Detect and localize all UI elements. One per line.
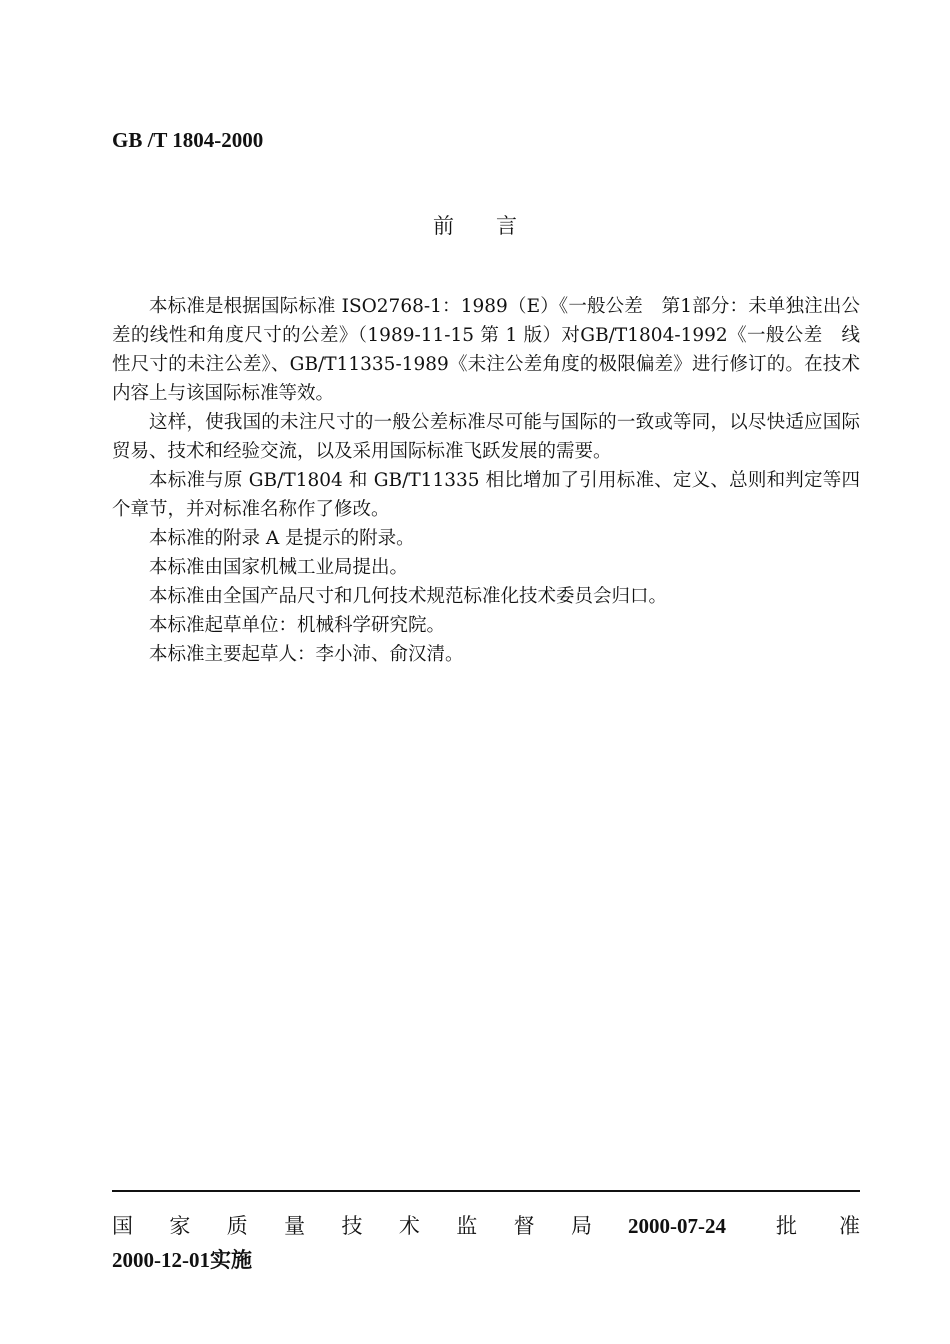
issuer-char: 局 bbox=[571, 1214, 592, 1238]
paragraph: 本标准是根据国际标准 ISO2768-1：1989（E）《一般公差 第1部分：未单独注出公差的线性和角度尺寸的公差》（1989-11-15 第 1 版）对GB/T1804-1992《一般公差 线性尺寸的未注公差》、GB/T11335-1989《未注公差角度的极限偏差》进行修订的。在技术内容上与该国际标准等效。 bbox=[112, 296, 860, 404]
issuer-char: 术 bbox=[398, 1214, 420, 1238]
standard-number: GB /T 1804-2000 bbox=[112, 128, 264, 152]
implementation-label: 实施 bbox=[210, 1248, 252, 1272]
paragraph: 本标准与原 GB/T1804 和 GB/T11335 相比增加了引用标准、定义、总则和判定等四个章节，并对标准名称作了修改。 bbox=[112, 470, 860, 520]
issuer-char: 质 bbox=[226, 1214, 248, 1238]
issuer-char: 技 bbox=[341, 1214, 363, 1238]
paragraph: 本标准由全国产品尺寸和几何技术规范标准化技术委员会归口。 bbox=[149, 586, 668, 607]
paragraph: 本标准由国家机械工业局提出。 bbox=[149, 557, 409, 578]
issuer-char: 监 bbox=[456, 1214, 478, 1238]
approval-date: 2000-07-24 bbox=[628, 1214, 726, 1238]
paragraph: 本标准起草单位：机械科学研究院。 bbox=[149, 615, 446, 636]
footer-divider bbox=[112, 1190, 860, 1192]
paragraph: 本标准的附录 A 是提示的附录。 bbox=[149, 528, 415, 549]
issuing-authority bbox=[112, 1210, 628, 1240]
paragraph: 本标准主要起草人：李小沛、俞汉清。 bbox=[149, 644, 464, 665]
approval-label: 批准 bbox=[776, 1214, 902, 1238]
page-title: 前言 bbox=[433, 214, 559, 238]
foreword-body bbox=[112, 292, 860, 669]
issuer-char: 国 bbox=[112, 1214, 133, 1238]
issuer-char: 家 bbox=[169, 1214, 191, 1238]
paragraph: 这样，使我国的未注尺寸的一般公差标准尽可能与国际的一致或等同，以尽快适应国际贸易、技术和经验交流，以及采用国际标准飞跃发展的需要。 bbox=[112, 412, 860, 462]
issuer-char: 督 bbox=[513, 1214, 535, 1238]
approval-footer bbox=[112, 1210, 902, 1274]
issuer-char: 量 bbox=[284, 1214, 306, 1238]
implementation-date: 2000-12-01 bbox=[112, 1248, 210, 1272]
